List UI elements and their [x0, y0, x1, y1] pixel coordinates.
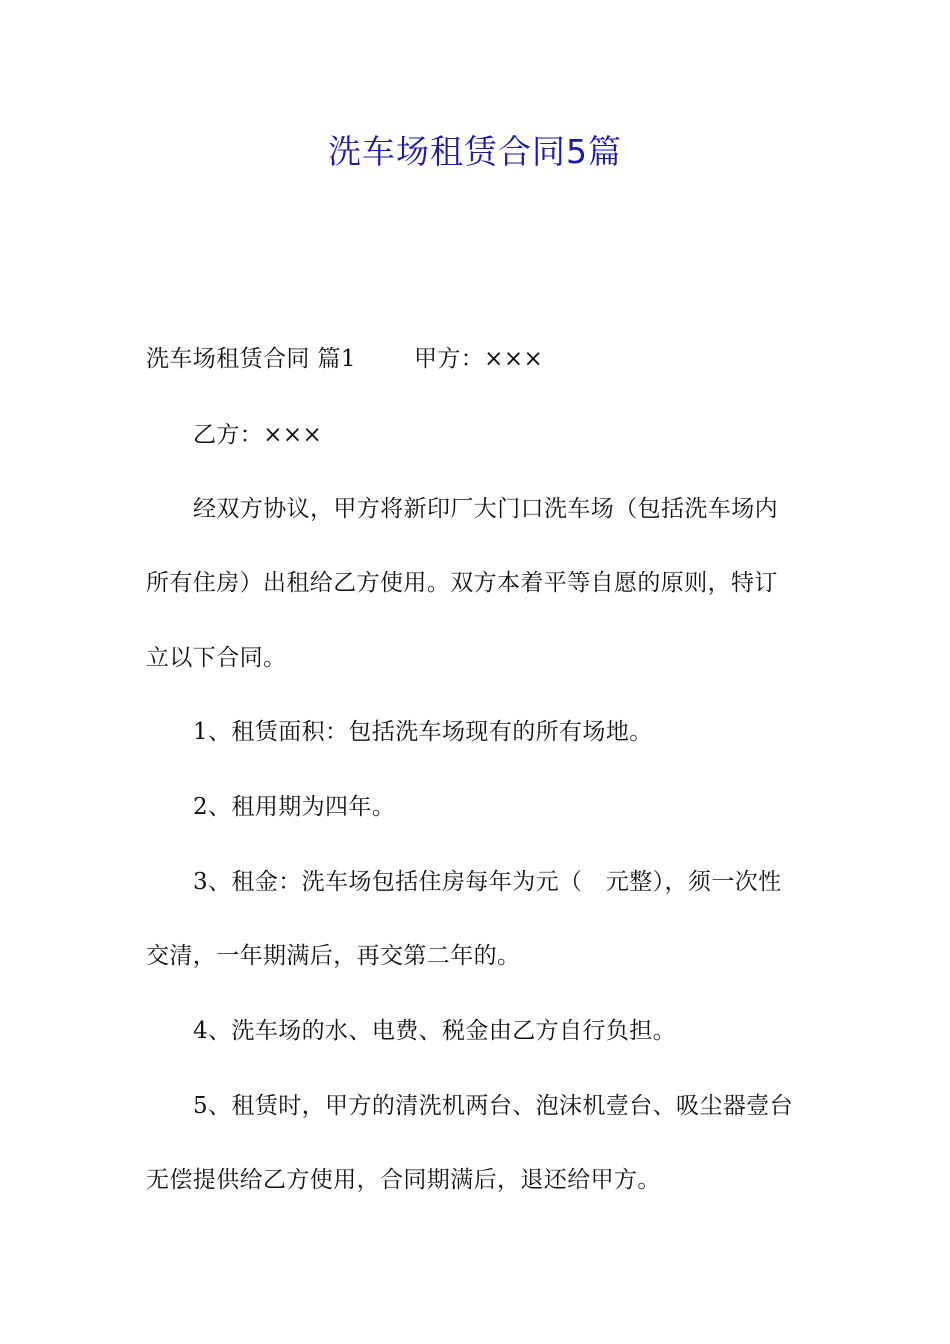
party-b: 乙方：××× — [193, 422, 323, 448]
clause-item: 3、租金：洗车场包括住房每年为元（ 元整），须一次性 — [193, 869, 782, 895]
clause-item: 1、租赁面积：包括洗车场现有的所有场地。 — [193, 719, 653, 745]
paragraph-line: 无偿提供给乙方使用，合同期满后，退还给甲方。 — [146, 1167, 661, 1193]
party-a: 甲方：××× — [413, 346, 544, 372]
document-title: 洗车场租赁合同5篇 — [328, 132, 622, 171]
clause-item: 4、洗车场的水、电费、税金由乙方自行负担。 — [193, 1018, 677, 1044]
paragraph-line: 交清，一年期满后，再交第二年的。 — [146, 943, 521, 969]
clause-item: 2、租用期为四年。 — [193, 794, 396, 820]
paragraph-line: 经双方协议，甲方将新印厂大门口洗车场（包括洗车场内 — [193, 496, 778, 522]
paragraph-line — [146, 343, 816, 375]
contract-heading: 洗车场租赁合同 篇1 — [146, 346, 356, 372]
paragraph-line: 所有住房）出租给乙方使用。双方本着平等自愿的原则，特订 — [146, 570, 778, 596]
paragraph-line: 立以下合同。 — [146, 645, 287, 671]
clause-item: 5、租赁时，甲方的清洗机两台、泡沫机壹台、吸尘器壹台 — [193, 1093, 794, 1119]
